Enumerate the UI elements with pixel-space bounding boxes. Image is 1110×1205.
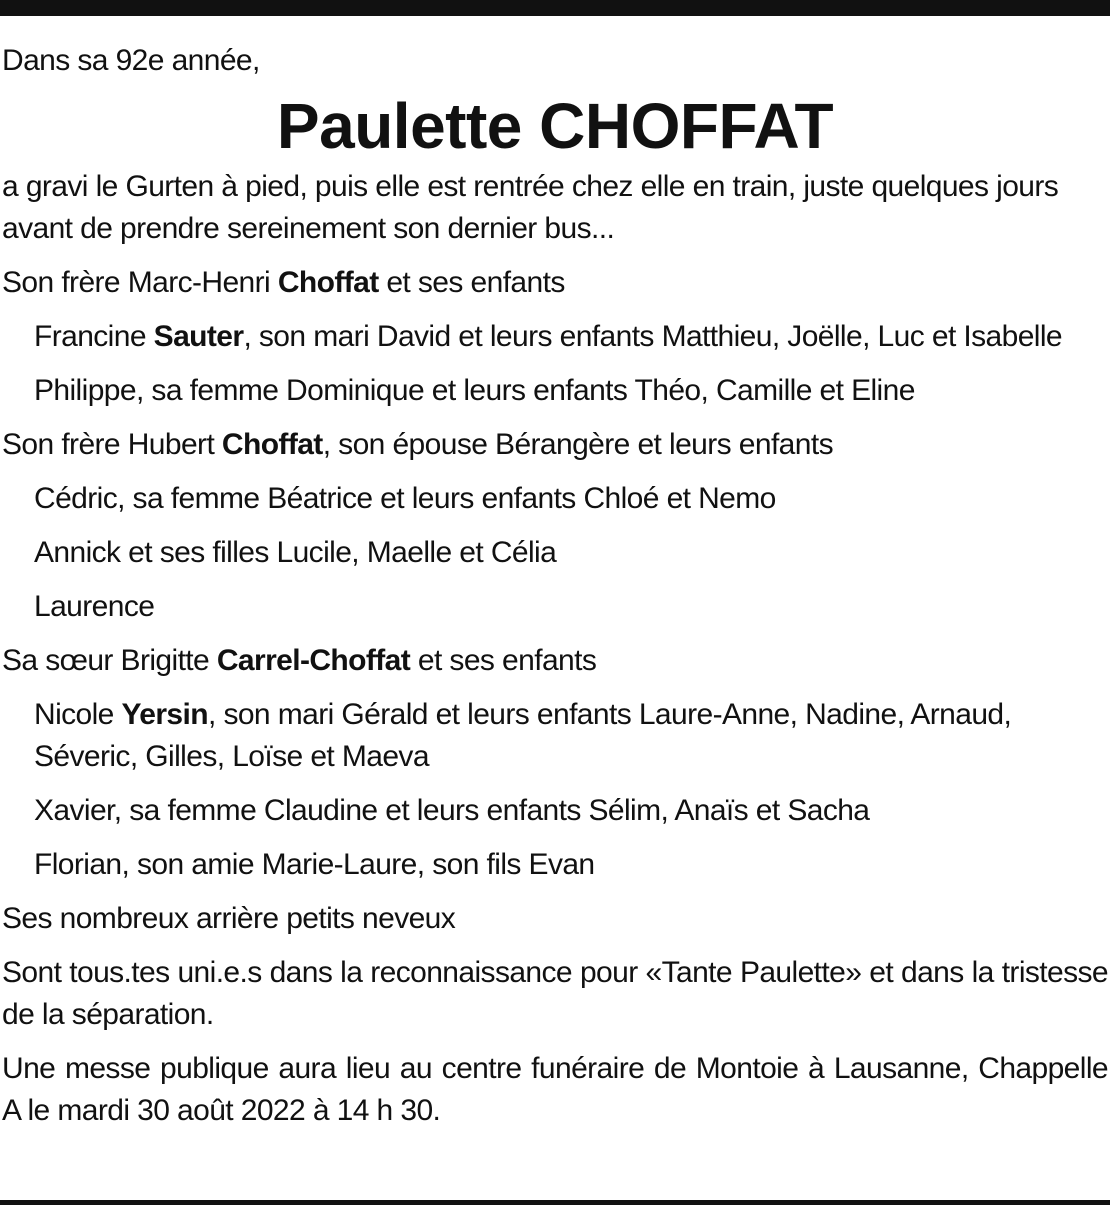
surname: Sauter [153,320,244,353]
ceremony-paragraph: Une messe publique aura lieu au centre funéraire de Montoie à Lausanne, Chappelle A le mardi 30 août 2022 à 14 h 30. [2,1052,1108,1127]
family-line-brigitte: Sa sœur Brigitte Carrel-Choffat et ses enfants [2,644,597,677]
family-line-florian: Florian, son amie Marie-Laure, son fils Evan [34,848,595,881]
family-line-xavier: Xavier, sa femme Claudine et leurs enfants Sélim, Anaïs et Sacha [34,794,870,827]
intro-line: Dans sa 92e année, [2,44,260,77]
family-line-francine: Francine Sauter, son mari David et leurs enfants Matthieu, Joëlle, Luc et Isabelle [34,320,1063,353]
deceased-name: Paulette CHOFFAT [276,90,834,162]
bottom-rule [0,1200,1110,1205]
family-line-grand-nephews: Ses nombreux arrière petits neveux [2,902,456,935]
family-line-hubert: Son frère Hubert Choffat, son épouse Bérangère et leurs enfants [2,428,833,461]
family-line-laurence: Laurence [34,590,155,623]
surname: Carrel-Choffat [216,644,411,677]
top-rule [0,0,1110,16]
surname: Yersin [121,698,208,731]
surname: Choffat [221,428,323,461]
tribute-paragraph: a gravi le Gurten à pied, puis elle est rentrée chez elle en train, juste quelques jours avant de prendre sereinement son dernier bus... [2,170,1059,245]
surname: Choffat [277,266,379,299]
family-line-cedric: Cédric, sa femme Béatrice et leurs enfants Chloé et Nemo [34,482,776,515]
family-line-marc-henri: Son frère Marc-Henri Choffat et ses enfants [2,266,565,299]
family-line-nicole: Nicole Yersin, son mari Gérald et leurs enfants Laure-Anne, Nadine, Arnaud, Séveric, Gilles, Loïse et Maeva [34,698,1012,773]
obituary-notice [2,40,1108,1144]
gratitude-paragraph: Sont tous.tes uni.e.s dans la reconnaissance pour «Tante Paulette» et dans la tristesse de la séparation. [2,956,1108,1031]
family-line-philippe: Philippe, sa femme Dominique et leurs enfants Théo, Camille et Eline [34,374,915,407]
family-line-annick: Annick et ses filles Lucile, Maelle et Célia [34,536,557,569]
